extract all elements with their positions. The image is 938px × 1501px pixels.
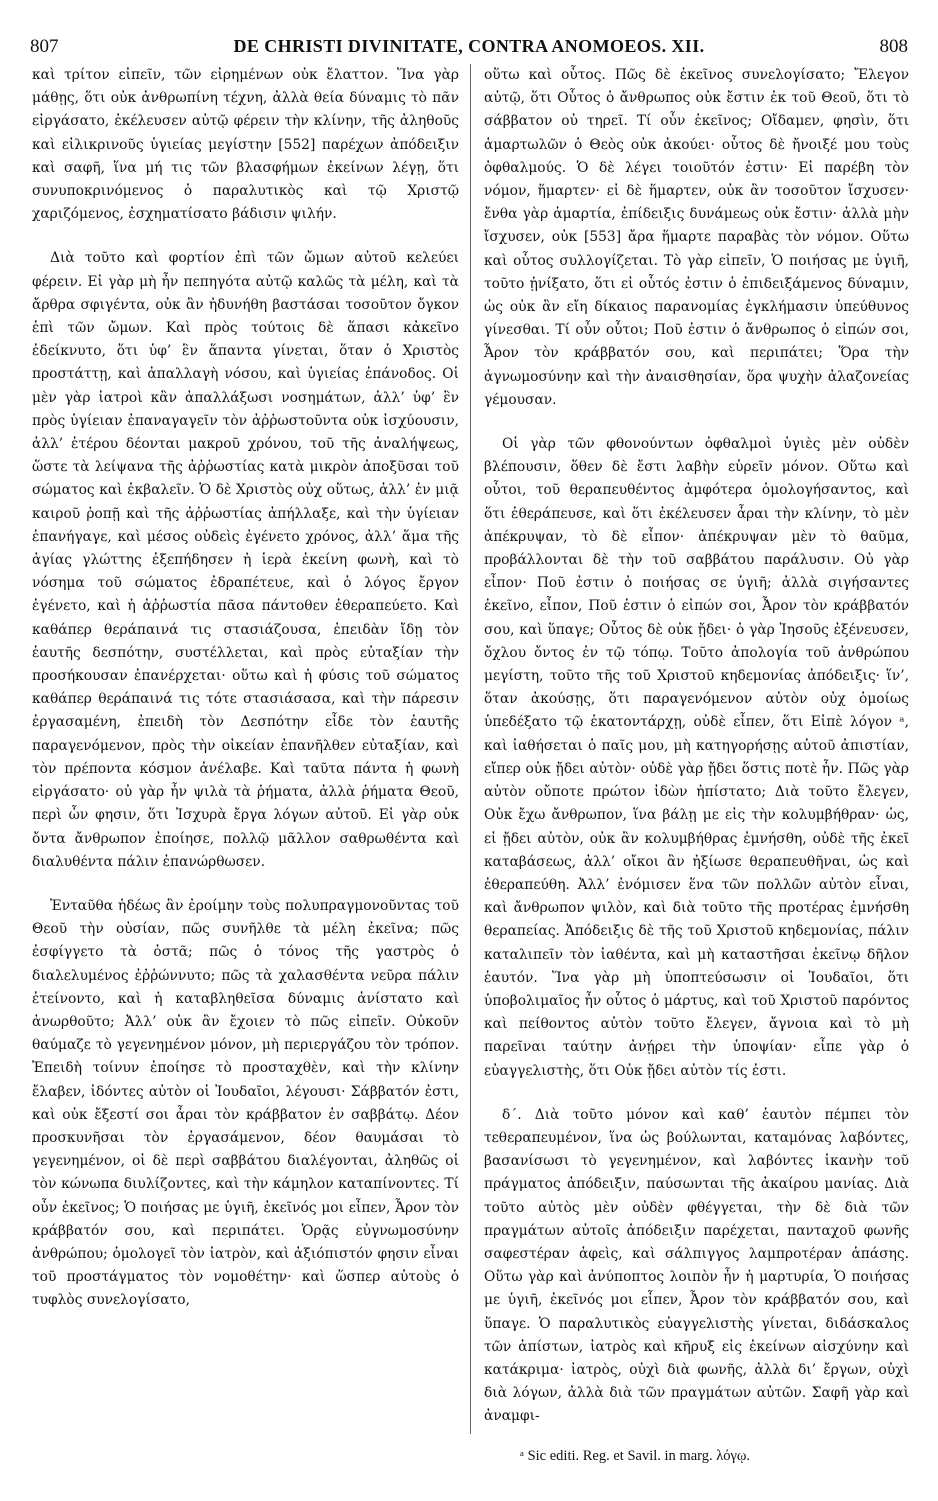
left-column <box>32 64 459 1313</box>
page-number-right: 808 <box>879 36 908 57</box>
page-number-left: 807 <box>30 36 59 57</box>
right-column <box>484 64 909 1429</box>
running-title: DE CHRISTI DIVINITATE, CONTRA ANOMOEOS. XII. <box>233 36 705 56</box>
footnote: ᵃ Sic editi. Reg. et Savil. in marg. λόγῳ. <box>520 1448 751 1464</box>
paragraph: καὶ τρίτον εἰπεῖν, τῶν εἰρημένων οὐκ ἔλαττον. Ἵνα γὰρ μάθῃς, ὅτι οὐκ ἀνθρωπίνη τέχνη, ἀλλὰ θεία δύναμις τὸ πᾶν εἰργάσατο, ἐκέλευσεν αὐτῷ φέρειν τὴν κλίνην, τῆς ἀληθοῦς καὶ εἰλικρινοῦς ὑγιείας μεγίστην [552] παρέχων ἀπόδειξιν καὶ σαφῆ, ἵνα μή τις τῶν βλασφήμων ἐκείνων λέγῃ, ὅτι συνυποκρινόμενος ὁ παραλυτικὸς καὶ τῷ Χριστῷ χαριζόμενος, ἐσχηματίσατο βάδισιν ψιλήν. <box>32 67 459 223</box>
paragraph: Οἱ γὰρ τῶν φθονούντων ὀφθαλμοὶ ὑγιὲς μὲν οὐδὲν βλέπουσιν, ὅθεν δὲ ἔστι λαβὴν εὑρεῖν μόνον. Οὕτω καὶ οὗτοι, τοῦ θεραπευθέντος ἀμφότερα ὁμολογήσαντος, καὶ ὅτι ἐθεράπευσε, καὶ ὅτι ἐκέλευσεν ἆραι τὴν κλίνην, τὸ μὲν ἀπέκρυψαν, τὸ δὲ εἶπον· ἀπέκρυψαν μὲν τὸ θαῦμα, προβάλλονται δὲ τὴν τοῦ σαββάτου παράλυσιν. Οὐ γὰρ εἶπον· Ποῦ ἐστιν ὁ ποιήσας σε ὑγιῆ; ἀλλὰ σιγήσαντες ἐκεῖνο, εἶπον, Ποῦ ἐστιν ὁ εἰπών σοι, Ἆρον τὸν κράββατόν σου, καὶ ὕπαγε; Οὗτος δὲ οὐκ ᾔδει· ὁ γὰρ Ἰησοῦς ἐξένευσεν, ὄχλου ὄντος ἐν τῷ τόπῳ. Τοῦτο ἀπολογία τοῦ ἀνθρώπου μεγίστη, τοῦτο τῆς τοῦ Χριστοῦ κηδεμονίας ἀπόδειξις· ἵν’, ὅταν ἀκούσῃς, ὅτι παραγενόμενον αὐτὸν οὐχ ὁμοίως ὑπεδέξατο τῷ ἑκατοντάρχῃ, οὐδὲ εἶπεν, ὅτι Εἰπὲ λόγον ᵃ, καὶ ἰαθήσεται ὁ παῖς μου, μὴ κατηγορήσῃς αὐτοῦ ἀπιστίαν, εἴπερ οὐκ ᾔδει αὐτὸν· οὐδὲ γὰρ ᾔδει ὅστις ποτὲ ἦν. Πῶς γὰρ αὐτὸν οὔποτε πρώτον ἰδὼν ἠπίστατο; Διὰ τοῦτο ἔλεγεν, Οὐκ ἔχω ἄνθρωπον, ἵνα βάλῃ με εἰς τὴν κολυμβήθραν· ὡς, εἰ ᾔδει αὐτὸν, οὐκ ἂν κολυμβήθρας ἐμνήσθη, οὐδὲ τῆς ἐκεῖ καταβάσεως, ἀλλ’ οἴκοι ἂν ἠξίωσε θεραπευθῆναι, ὡς καὶ ἐθεραπεύθη. Ἀλλ’ ἐνόμισεν ἕνα τῶν πολλῶν αὐτὸν εἶναι, καὶ ἄνθρωπον ψιλὸν, καὶ διὰ τοῦτο τῆς προτέρας ἐμνήσθη θεραπείας. Ἀπόδειξις δὲ τῆς τοῦ Χριστοῦ κηδεμονίας, πάλιν καταλιπεῖν τὸν ἰαθέντα, καὶ μὴ καταστῆσαι ἐκεῖνῳ δῆλον ἑαυτόν. Ἵνα γὰρ μὴ ὑποπτεύσωσιν οἱ Ἰουδαῖοι, ὅτι ὑποβολιμαῖος ἦν οὗτος ὁ μάρτυς, καὶ τοῦ Χριστοῦ παρόντος καὶ πείθοντος αὐτὸν τοῦτο ἔλεγεν, ἄγνοια καὶ τὸ μὴ παρεῖναι ταύτην ἀνῄρει τὴν ὑποψίαν· εἶπε γὰρ ὁ εὐαγγελιστὴς, ὅτι Οὐκ ᾔδει αὐτὸν τίς ἐστι. <box>484 436 909 1079</box>
paragraph: Διὰ τοῦτο καὶ φορτίον ἐπὶ τῶν ὤμων αὐτοῦ κελεύει φέρειν. Εἰ γὰρ μὴ ἦν πεπηγότα αὐτῷ καλῶς τὰ μέλη, καὶ τὰ ἄρθρα σφιγέντα, οὐκ ἂν ἠδυνήθη βαστάσαι τοσοῦτον ὄγκον ἐπὶ τῶν ὤμων. Καὶ πρὸς τούτοις δὲ ἅπασι κἀκεῖνο ἐδείκνυτο, ὅτι ὑφ’ ἓν ἅπαντα γίνεται, ὅταν ὁ Χριστὸς προστάττῃ, καὶ ἀπαλλαγὴ νόσου, καὶ ὑγιείας ἐπάνοδος. Οἱ μὲν γὰρ ἰατροὶ κἂν ἀπαλλάξωσι νοσημάτων, ἀλλ’ ὑφ’ ἓν πρὸς ὑγίειαν ἐπαναγαγεῖν τὸν ἀῤῥωστοῦντα οὐκ ἰσχύουσιν, ἀλλ’ ἑτέρου δέονται μακροῦ χρόνου, τοῦ τῆς ἀναλήψεως, ὥστε τὰ λείψανα τῆς ἀῤῥωστίας κατὰ μικρὸν ἀποξῦσαι τοῦ σώματος καὶ ἐκβαλεῖν. Ὁ δὲ Χριστὸς οὐχ οὕτως, ἀλλ’ ἐν μιᾷ καιροῦ ῥοπῇ καὶ τῆς ἀῤῥωστίας ἀπήλλαξε, καὶ τὴν ὑγίειαν ἐπανήγαγε, καὶ μέσος οὐδεὶς ἐγένετο χρόνος, ἀλλ’ ἅμα τῆς ἁγίας γλώττης ἐξεπήδησεν ἡ ἱερὰ ἐκείνη φωνὴ, καὶ τὸ νόσημα τοῦ σώματος ἐδραπέτευε, καὶ ὁ λόγος ἔργον ἐγένετο, καὶ ἡ ἀῤῥωστία πᾶσα πάντοθεν ἐθεραπεύετο. Καὶ καθάπερ θεράπαινά τις στασιάζουσα, ἐπειδὰν ἴδῃ τὸν ἑαυτῆς δεσπότην, συστέλλεται, καὶ πρὸς εὐταξίαν τὴν προσήκουσαν ἐπανέρχεται· οὕτω καὶ ἡ φύσις τοῦ σώματος καθάπερ θεράπαινά τις τότε στασιάσασα, καὶ τὴν πάρεσιν ἐργασαμένη, ἐπειδὴ τὸν Δεσπότην εἶδε τὸν ἑαυτῆς παραγενόμενον, πρὸς τὴν οἰκείαν ἐπανῆλθεν εὐταξίαν, καὶ τὸν πρέποντα κόσμον ἀνέλαβε. Καὶ ταῦτα πάντα ἡ φωνὴ εἰργάσατο· οὐ γὰρ ἦν ψιλὰ τὰ ῥήματα, ἀλλὰ ῥήματα Θεοῦ, περὶ ὧν φησιν, ὅτι Ἰσχυρὰ ἔργα λόγων αὐτοῦ. Εἰ γὰρ οὐκ ὄντα ἄνθρωπον ἐποίησε, πολλῷ μᾶλλον σαθρωθέντα καὶ διαλυθέντα πάλιν ἐπανώρθωσεν. <box>32 250 459 870</box>
paragraph: δ΄. Διὰ τοῦτο μόνον καὶ καθ’ ἑαυτὸν πέμπει τὸν τεθεραπευμένον, ἵνα ὡς βούλωνται, καταμόνας λαβόντες, βασανίσωσι τὸ γεγενημένον, καὶ λαβόντες ἱκανὴν τοῦ πράγματος ἀπόδειξιν, παύσωνται τῆς ἀκαίρου μανίας. Διὰ τοῦτο αὐτὸς μὲν οὐδὲν φθέγγεται, τὴν δὲ διὰ τῶν πραγμάτων αὐτοῖς ἀπόδειξιν παρέχεται, πανταχοῦ φωνῆς σαφεστέραν ἀφεὶς, καὶ σάλπιγγος λαμπροτέραν ἁπάσης. Οὕτω γὰρ καὶ ἀνύποπτος λοιπὸν ἦν ἡ μαρτυρία, Ὁ ποιήσας με ὑγιῆ, ἐκεῖνός μοι εἶπεν, Ἆρον τὸν κράββατόν σου, καὶ ὕπαγε. Ὁ παραλυτικὸς εὐαγγελιστὴς γίνεται, διδάσκαλος τῶν ἀπίστων, ἰατρὸς καὶ κῆρυξ εἰς ἐκείνων αἰσχύνην καὶ κατάκριμα· ἰατρὸς, οὐχὶ διὰ φωνῆς, ἀλλὰ δι’ ἔργων, οὐχὶ διὰ λόγων, ἀλλὰ διὰ τῶν πραγμάτων αὐτῶν. Σαφῆ γὰρ καὶ ἀναμφι- <box>484 1106 909 1425</box>
paragraph: οὕτω καὶ οὗτος. Πῶς δὲ ἐκεῖνος συνελογίσατο; Ἔλεγον αὐτῷ, ὅτι Οὗτος ὁ ἄνθρωπος οὐκ ἔστιν ἐκ τοῦ Θεοῦ, ὅτι τὸ σάββατον οὐ τηρεῖ. Τί οὖν ἐκεῖνος; Οἴδαμεν, φησὶν, ὅτι ἁμαρτωλῶν ὁ Θεὸς οὐκ ἀκούει· οὗτος δὲ ἤνοιξέ μου τοὺς ὀφθαλμούς. Ὁ δὲ λέγει τοιοῦτόν ἐστιν· Εἰ παρέβη τὸν νόμον, ἥμαρτεν· εἰ δὲ ἥμαρτεν, οὐκ ἂν τοσοῦτον ἴσχυσεν· ἔνθα γὰρ ἁμαρτία, ἐπίδειξις δυνάμεως οὐκ ἔστιν· ἀλλὰ μὴν ἴσχυσεν, οὐκ [553] ἄρα ἥμαρτε παραβὰς τὸν νόμον. Οὕτω καὶ οὗτος συλλογίζεται. Τὸ γὰρ εἰπεῖν, Ὁ ποιήσας με ὑγιῆ, τοῦτο ᾐνίξατο, ὅτι εἰ οὗτός ἐστιν ὁ ἐπιδειξάμενος δύναμιν, ὡς οὐκ ἂν εἴη δίκαιος παρανομίας ἐγκλήμασιν ὑπεύθυνος γίνεσθαι. Τί οὖν οὗτοι; Ποῦ ἐστιν ὁ ἄνθρωπος ὁ εἰπών σοι, Ἆρον τὸν κράββατόν σου, καὶ περιπάτει; Ὅρα τὴν ἀγνωμοσύνην καὶ τὴν ἀναισθησίαν, ὅρα ψυχὴν ἀλαζονείας γέμουσαν. <box>484 67 909 408</box>
column-divider <box>470 64 471 1434</box>
paragraph: Ἐνταῦθα ἡδέως ἂν ἐροίμην τοὺς πολυπραγμονοῦντας τοῦ Θεοῦ τὴν οὐσίαν, πῶς συνῆλθε τὰ μέλη ἐκεῖνα; πῶς ἐσφίγγετο τὰ ὀστᾶ; πῶς ὁ τόνος τῆς γαστρὸς ὁ διαλελυμένος ἐῤῥώννυτο; πῶς τὰ χαλασθέντα νεῦρα πάλιν ἐτείνοντο, καὶ ἡ καταβληθεῖσα δύναμις ἀνίστατο καὶ ἀνωρθοῦτο; Ἀλλ’ οὐκ ἂν ἔχοιεν τὸ πῶς εἰπεῖν. Οὐκοῦν θαύμαζε τὸ γεγενημένον μόνον, μὴ περιεργάζου τὸν τρόπον. Ἐπειδὴ τοίνυν ἐποίησε τὸ προσταχθὲν, καὶ τὴν κλίνην ἔλαβεν, ἰδόντες αὐτὸν οἱ Ἰουδαῖοι, λέγουσι· Σάββατόν ἐστι, καὶ οὐκ ἔξεστί σοι ἆραι τὸν κράββατον ἐν σαββάτῳ. Δέον προσκυνῆσαι τὸν ἐργασάμενον, δέον θαυμάσαι τὸ γεγενημένον, οἱ δὲ περὶ σαββάτου διαλέγονται, ἀληθῶς οἱ τὸν κώνωπα διυλίζοντες, καὶ τὴν κάμηλον καταπίνοντες. Τί οὖν ἐκεῖνος; Ὁ ποιήσας με ὑγιῆ, ἐκεῖνός μοι εἶπεν, Ἆρον τὸν κράββατόν σου, καὶ περιπάτει. Ὁρᾷς εὐγνωμοσύνην ἀνθρώπου; ὁμολογεῖ τὸν ἰατρὸν, καὶ ἀξιόπιστόν φησιν εἶναι τοῦ προστάγματος τὸν νομοθέτην· καὶ ὥσπερ αὐτοὺς ὁ τυφλὸς συνελογίσατο, <box>32 897 459 1309</box>
page-header <box>30 36 908 58</box>
